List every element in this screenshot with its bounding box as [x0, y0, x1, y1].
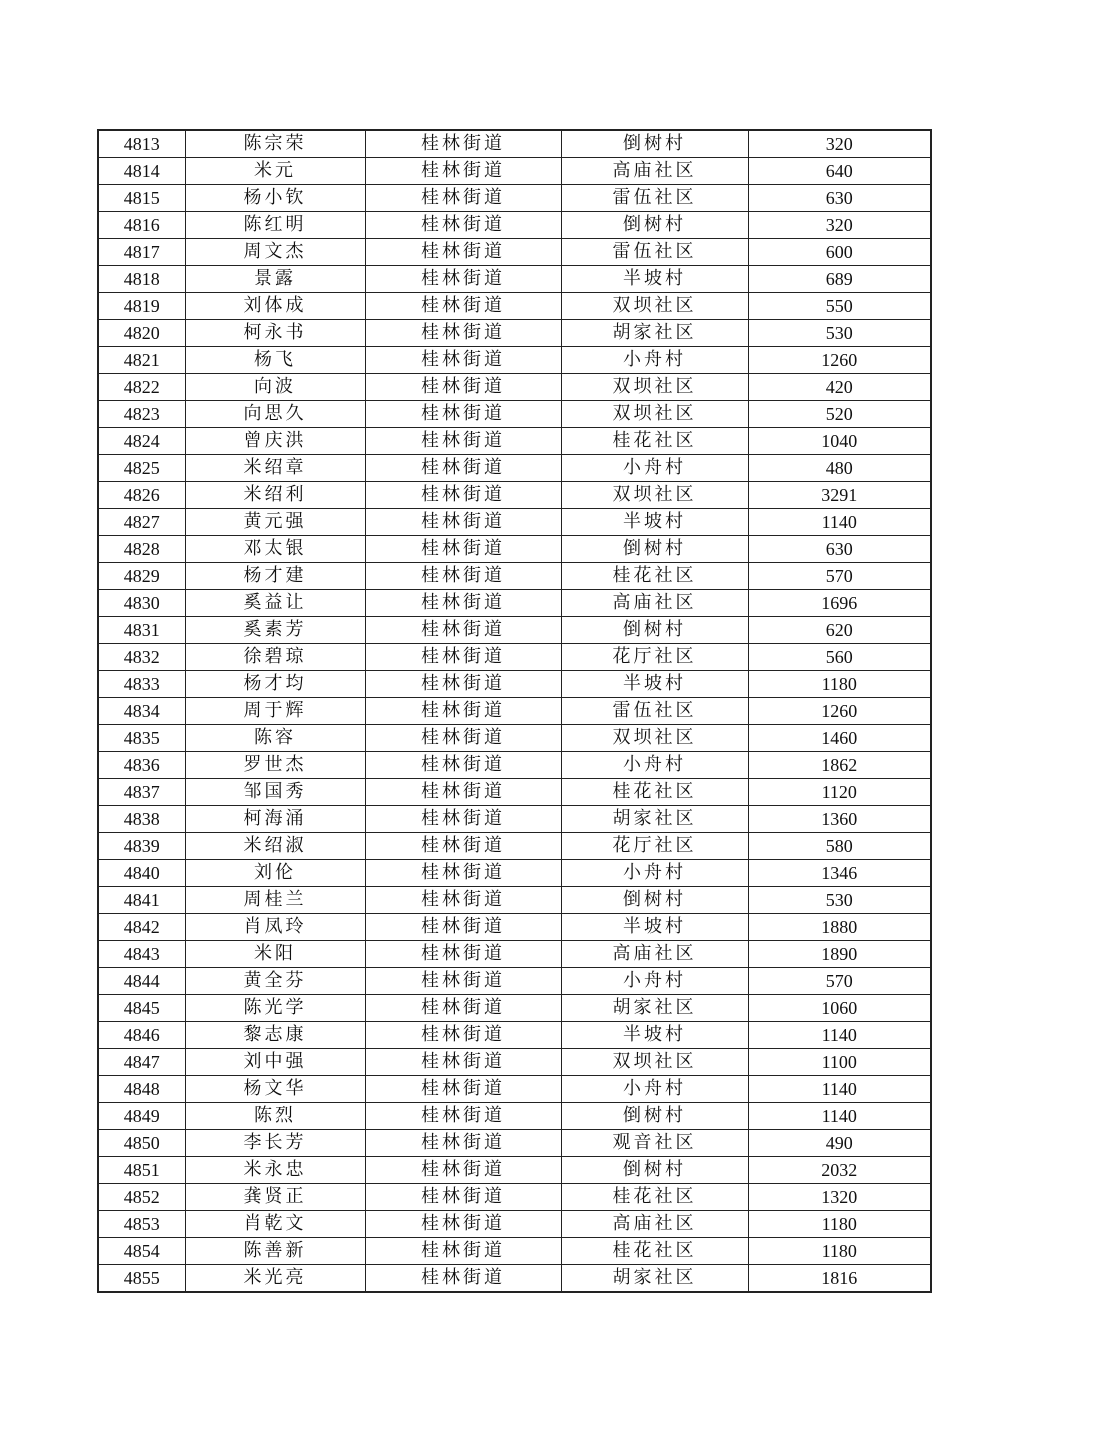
- cell-amount: 689: [748, 266, 931, 293]
- cell-street: 桂林街道: [365, 590, 561, 617]
- table-row: [98, 130, 931, 158]
- cell-community: 半坡村: [561, 266, 748, 293]
- cell-street: 桂林街道: [365, 374, 561, 401]
- cell-community: 倒树村: [561, 536, 748, 563]
- cell-street: 桂林街道: [365, 914, 561, 941]
- table-row: [98, 941, 931, 968]
- cell-community: 倒树村: [561, 617, 748, 644]
- table-row: [98, 1211, 931, 1238]
- cell-name: 柯海涌: [185, 806, 365, 833]
- cell-community: 半坡村: [561, 914, 748, 941]
- cell-street: 桂林街道: [365, 644, 561, 671]
- cell-amount: 1260: [748, 347, 931, 374]
- cell-amount: 490: [748, 1130, 931, 1157]
- cell-street: 桂林街道: [365, 1049, 561, 1076]
- cell-amount: 530: [748, 320, 931, 347]
- cell-name: 罗世杰: [185, 752, 365, 779]
- cell-amount: 1100: [748, 1049, 931, 1076]
- cell-amount: 1140: [748, 1076, 931, 1103]
- cell-street: 桂林街道: [365, 1157, 561, 1184]
- cell-id: 4832: [98, 644, 185, 671]
- table-row: [98, 158, 931, 185]
- cell-amount: 1180: [748, 671, 931, 698]
- table-row: [98, 887, 931, 914]
- table-row: [98, 536, 931, 563]
- cell-name: 陈容: [185, 725, 365, 752]
- cell-community: 倒树村: [561, 1103, 748, 1130]
- cell-amount: 1180: [748, 1211, 931, 1238]
- cell-name: 龚贤正: [185, 1184, 365, 1211]
- cell-amount: 480: [748, 455, 931, 482]
- cell-id: 4830: [98, 590, 185, 617]
- table-row: [98, 1238, 931, 1265]
- cell-community: 胡家社区: [561, 1265, 748, 1293]
- cell-id: 4851: [98, 1157, 185, 1184]
- cell-id: 4835: [98, 725, 185, 752]
- cell-id: 4834: [98, 698, 185, 725]
- cell-street: 桂林街道: [365, 1238, 561, 1265]
- cell-name: 杨飞: [185, 347, 365, 374]
- cell-id: 4853: [98, 1211, 185, 1238]
- cell-name: 周于辉: [185, 698, 365, 725]
- table-row: [98, 455, 931, 482]
- cell-community: 桂花社区: [561, 563, 748, 590]
- table-row: [98, 833, 931, 860]
- cell-name: 黎志康: [185, 1022, 365, 1049]
- cell-street: 桂林街道: [365, 239, 561, 266]
- cell-name: 刘中强: [185, 1049, 365, 1076]
- cell-name: 李长芳: [185, 1130, 365, 1157]
- table-row: [98, 1103, 931, 1130]
- cell-id: 4842: [98, 914, 185, 941]
- table-row: [98, 995, 931, 1022]
- cell-name: 陈光学: [185, 995, 365, 1022]
- cell-community: 半坡村: [561, 509, 748, 536]
- cell-amount: 1040: [748, 428, 931, 455]
- table-row: [98, 428, 931, 455]
- cell-amount: 320: [748, 130, 931, 158]
- cell-street: 桂林街道: [365, 347, 561, 374]
- cell-community: 观音社区: [561, 1130, 748, 1157]
- cell-name: 徐碧琼: [185, 644, 365, 671]
- cell-name: 刘伦: [185, 860, 365, 887]
- cell-name: 陈烈: [185, 1103, 365, 1130]
- table-row: [98, 698, 931, 725]
- cell-amount: 1140: [748, 1022, 931, 1049]
- cell-name: 向波: [185, 374, 365, 401]
- cell-id: 4831: [98, 617, 185, 644]
- cell-street: 桂林街道: [365, 1130, 561, 1157]
- cell-street: 桂林街道: [365, 806, 561, 833]
- cell-street: 桂林街道: [365, 1076, 561, 1103]
- cell-name: 景露: [185, 266, 365, 293]
- cell-name: 周桂兰: [185, 887, 365, 914]
- cell-community: 桂花社区: [561, 779, 748, 806]
- cell-name: 向思久: [185, 401, 365, 428]
- cell-name: 杨才均: [185, 671, 365, 698]
- cell-community: 双坝社区: [561, 725, 748, 752]
- cell-community: 双坝社区: [561, 374, 748, 401]
- cell-street: 桂林街道: [365, 293, 561, 320]
- cell-community: 半坡村: [561, 671, 748, 698]
- table-row: [98, 617, 931, 644]
- cell-community: 小舟村: [561, 860, 748, 887]
- cell-id: 4819: [98, 293, 185, 320]
- cell-name: 周文杰: [185, 239, 365, 266]
- cell-community: 高庙社区: [561, 1211, 748, 1238]
- table-row: [98, 374, 931, 401]
- cell-name: 黄元强: [185, 509, 365, 536]
- cell-name: 米光亮: [185, 1265, 365, 1293]
- cell-community: 雷伍社区: [561, 185, 748, 212]
- cell-community: 小舟村: [561, 455, 748, 482]
- cell-id: 4817: [98, 239, 185, 266]
- cell-amount: 1890: [748, 941, 931, 968]
- table-row: [98, 1265, 931, 1293]
- cell-name: 杨才建: [185, 563, 365, 590]
- cell-id: 4845: [98, 995, 185, 1022]
- cell-id: 4836: [98, 752, 185, 779]
- table-row: [98, 806, 931, 833]
- cell-id: 4815: [98, 185, 185, 212]
- cell-name: 米绍淑: [185, 833, 365, 860]
- cell-community: 双坝社区: [561, 1049, 748, 1076]
- cell-name: 奚素芳: [185, 617, 365, 644]
- cell-street: 桂林街道: [365, 968, 561, 995]
- cell-amount: 1180: [748, 1238, 931, 1265]
- cell-name: 黄全芬: [185, 968, 365, 995]
- cell-amount: 630: [748, 185, 931, 212]
- cell-name: 米阳: [185, 941, 365, 968]
- cell-name: 肖凤玲: [185, 914, 365, 941]
- cell-amount: 620: [748, 617, 931, 644]
- cell-street: 桂林街道: [365, 698, 561, 725]
- table-row: [98, 968, 931, 995]
- cell-amount: 3291: [748, 482, 931, 509]
- cell-street: 桂林街道: [365, 617, 561, 644]
- cell-id: 4829: [98, 563, 185, 590]
- cell-name: 米永忠: [185, 1157, 365, 1184]
- cell-amount: 1862: [748, 752, 931, 779]
- table-row: [98, 860, 931, 887]
- cell-community: 胡家社区: [561, 320, 748, 347]
- table-row: [98, 347, 931, 374]
- data-table: [97, 129, 932, 1293]
- cell-id: 4839: [98, 833, 185, 860]
- cell-street: 桂林街道: [365, 320, 561, 347]
- cell-id: 4826: [98, 482, 185, 509]
- cell-name: 杨文华: [185, 1076, 365, 1103]
- cell-street: 桂林街道: [365, 563, 561, 590]
- cell-community: 双坝社区: [561, 482, 748, 509]
- cell-amount: 1140: [748, 509, 931, 536]
- cell-street: 桂林街道: [365, 833, 561, 860]
- cell-community: 高庙社区: [561, 158, 748, 185]
- cell-street: 桂林街道: [365, 428, 561, 455]
- cell-amount: 600: [748, 239, 931, 266]
- cell-amount: 1060: [748, 995, 931, 1022]
- cell-amount: 1320: [748, 1184, 931, 1211]
- cell-amount: 420: [748, 374, 931, 401]
- table-row: [98, 914, 931, 941]
- cell-street: 桂林街道: [365, 725, 561, 752]
- cell-community: 高庙社区: [561, 941, 748, 968]
- table-row: [98, 185, 931, 212]
- cell-id: 4828: [98, 536, 185, 563]
- cell-id: 4854: [98, 1238, 185, 1265]
- table-row: [98, 401, 931, 428]
- cell-id: 4821: [98, 347, 185, 374]
- table-row: [98, 293, 931, 320]
- cell-community: 双坝社区: [561, 293, 748, 320]
- table-row: [98, 1049, 931, 1076]
- cell-amount: 1140: [748, 1103, 931, 1130]
- cell-name: 刘体成: [185, 293, 365, 320]
- cell-id: 4841: [98, 887, 185, 914]
- cell-community: 倒树村: [561, 887, 748, 914]
- table-row: [98, 1157, 931, 1184]
- cell-street: 桂林街道: [365, 401, 561, 428]
- cell-community: 雷伍社区: [561, 239, 748, 266]
- cell-id: 4850: [98, 1130, 185, 1157]
- cell-amount: 2032: [748, 1157, 931, 1184]
- cell-amount: 580: [748, 833, 931, 860]
- cell-amount: 570: [748, 968, 931, 995]
- cell-street: 桂林街道: [365, 482, 561, 509]
- cell-community: 倒树村: [561, 130, 748, 158]
- cell-street: 桂林街道: [365, 130, 561, 158]
- cell-amount: 1460: [748, 725, 931, 752]
- cell-community: 桂花社区: [561, 1238, 748, 1265]
- cell-id: 4843: [98, 941, 185, 968]
- cell-amount: 570: [748, 563, 931, 590]
- cell-amount: 640: [748, 158, 931, 185]
- table-row: [98, 266, 931, 293]
- cell-id: 4822: [98, 374, 185, 401]
- table-row: [98, 563, 931, 590]
- cell-id: 4813: [98, 130, 185, 158]
- cell-name: 陈红明: [185, 212, 365, 239]
- table-row: [98, 482, 931, 509]
- cell-id: 4816: [98, 212, 185, 239]
- cell-street: 桂林街道: [365, 1265, 561, 1293]
- cell-community: 桂花社区: [561, 428, 748, 455]
- cell-community: 胡家社区: [561, 806, 748, 833]
- cell-name: 邓太银: [185, 536, 365, 563]
- table-row: [98, 725, 931, 752]
- cell-name: 奚益让: [185, 590, 365, 617]
- cell-community: 半坡村: [561, 1022, 748, 1049]
- cell-amount: 560: [748, 644, 931, 671]
- cell-amount: 550: [748, 293, 931, 320]
- cell-id: 4855: [98, 1265, 185, 1293]
- cell-id: 4833: [98, 671, 185, 698]
- cell-id: 4838: [98, 806, 185, 833]
- cell-amount: 1360: [748, 806, 931, 833]
- cell-name: 米绍章: [185, 455, 365, 482]
- cell-name: 杨小钦: [185, 185, 365, 212]
- cell-street: 桂林街道: [365, 266, 561, 293]
- cell-name: 陈善新: [185, 1238, 365, 1265]
- cell-name: 米绍利: [185, 482, 365, 509]
- table-row: [98, 320, 931, 347]
- cell-amount: 1346: [748, 860, 931, 887]
- cell-street: 桂林街道: [365, 941, 561, 968]
- cell-id: 4825: [98, 455, 185, 482]
- cell-community: 倒树村: [561, 1157, 748, 1184]
- cell-street: 桂林街道: [365, 536, 561, 563]
- cell-street: 桂林街道: [365, 212, 561, 239]
- cell-id: 4844: [98, 968, 185, 995]
- cell-street: 桂林街道: [365, 509, 561, 536]
- cell-amount: 1880: [748, 914, 931, 941]
- cell-amount: 1816: [748, 1265, 931, 1293]
- cell-id: 4846: [98, 1022, 185, 1049]
- cell-name: 陈宗荣: [185, 130, 365, 158]
- cell-id: 4837: [98, 779, 185, 806]
- cell-community: 胡家社区: [561, 995, 748, 1022]
- cell-id: 4820: [98, 320, 185, 347]
- cell-amount: 1696: [748, 590, 931, 617]
- cell-street: 桂林街道: [365, 455, 561, 482]
- cell-street: 桂林街道: [365, 1211, 561, 1238]
- cell-community: 高庙社区: [561, 590, 748, 617]
- cell-amount: 630: [748, 536, 931, 563]
- cell-community: 倒树村: [561, 212, 748, 239]
- cell-community: 小舟村: [561, 968, 748, 995]
- cell-street: 桂林街道: [365, 1022, 561, 1049]
- cell-street: 桂林街道: [365, 887, 561, 914]
- table-row: [98, 644, 931, 671]
- cell-id: 4824: [98, 428, 185, 455]
- table-row: [98, 239, 931, 266]
- table-row: [98, 1076, 931, 1103]
- cell-name: 曾庆洪: [185, 428, 365, 455]
- cell-id: 4814: [98, 158, 185, 185]
- table-row: [98, 1130, 931, 1157]
- cell-community: 雷伍社区: [561, 698, 748, 725]
- table-body: [98, 130, 931, 1292]
- cell-id: 4849: [98, 1103, 185, 1130]
- cell-community: 小舟村: [561, 1076, 748, 1103]
- cell-amount: 1260: [748, 698, 931, 725]
- cell-name: 邹国秀: [185, 779, 365, 806]
- table-row: [98, 671, 931, 698]
- cell-community: 小舟村: [561, 347, 748, 374]
- table-row: [98, 1022, 931, 1049]
- cell-community: 桂花社区: [561, 1184, 748, 1211]
- cell-amount: 520: [748, 401, 931, 428]
- cell-id: 4848: [98, 1076, 185, 1103]
- table-row: [98, 212, 931, 239]
- cell-street: 桂林街道: [365, 995, 561, 1022]
- table-row: [98, 590, 931, 617]
- table-row: [98, 752, 931, 779]
- cell-street: 桂林街道: [365, 185, 561, 212]
- cell-street: 桂林街道: [365, 1184, 561, 1211]
- cell-street: 桂林街道: [365, 860, 561, 887]
- cell-amount: 530: [748, 887, 931, 914]
- cell-amount: 1120: [748, 779, 931, 806]
- cell-community: 小舟村: [561, 752, 748, 779]
- cell-id: 4818: [98, 266, 185, 293]
- cell-community: 花厅社区: [561, 833, 748, 860]
- table-row: [98, 779, 931, 806]
- cell-amount: 320: [748, 212, 931, 239]
- table-row: [98, 509, 931, 536]
- cell-name: 肖乾文: [185, 1211, 365, 1238]
- cell-id: 4840: [98, 860, 185, 887]
- cell-id: 4847: [98, 1049, 185, 1076]
- cell-street: 桂林街道: [365, 752, 561, 779]
- cell-id: 4852: [98, 1184, 185, 1211]
- cell-community: 花厅社区: [561, 644, 748, 671]
- cell-street: 桂林街道: [365, 158, 561, 185]
- cell-name: 米元: [185, 158, 365, 185]
- cell-community: 双坝社区: [561, 401, 748, 428]
- cell-street: 桂林街道: [365, 671, 561, 698]
- table-row: [98, 1184, 931, 1211]
- cell-id: 4823: [98, 401, 185, 428]
- cell-id: 4827: [98, 509, 185, 536]
- cell-street: 桂林街道: [365, 1103, 561, 1130]
- cell-name: 柯永书: [185, 320, 365, 347]
- cell-street: 桂林街道: [365, 779, 561, 806]
